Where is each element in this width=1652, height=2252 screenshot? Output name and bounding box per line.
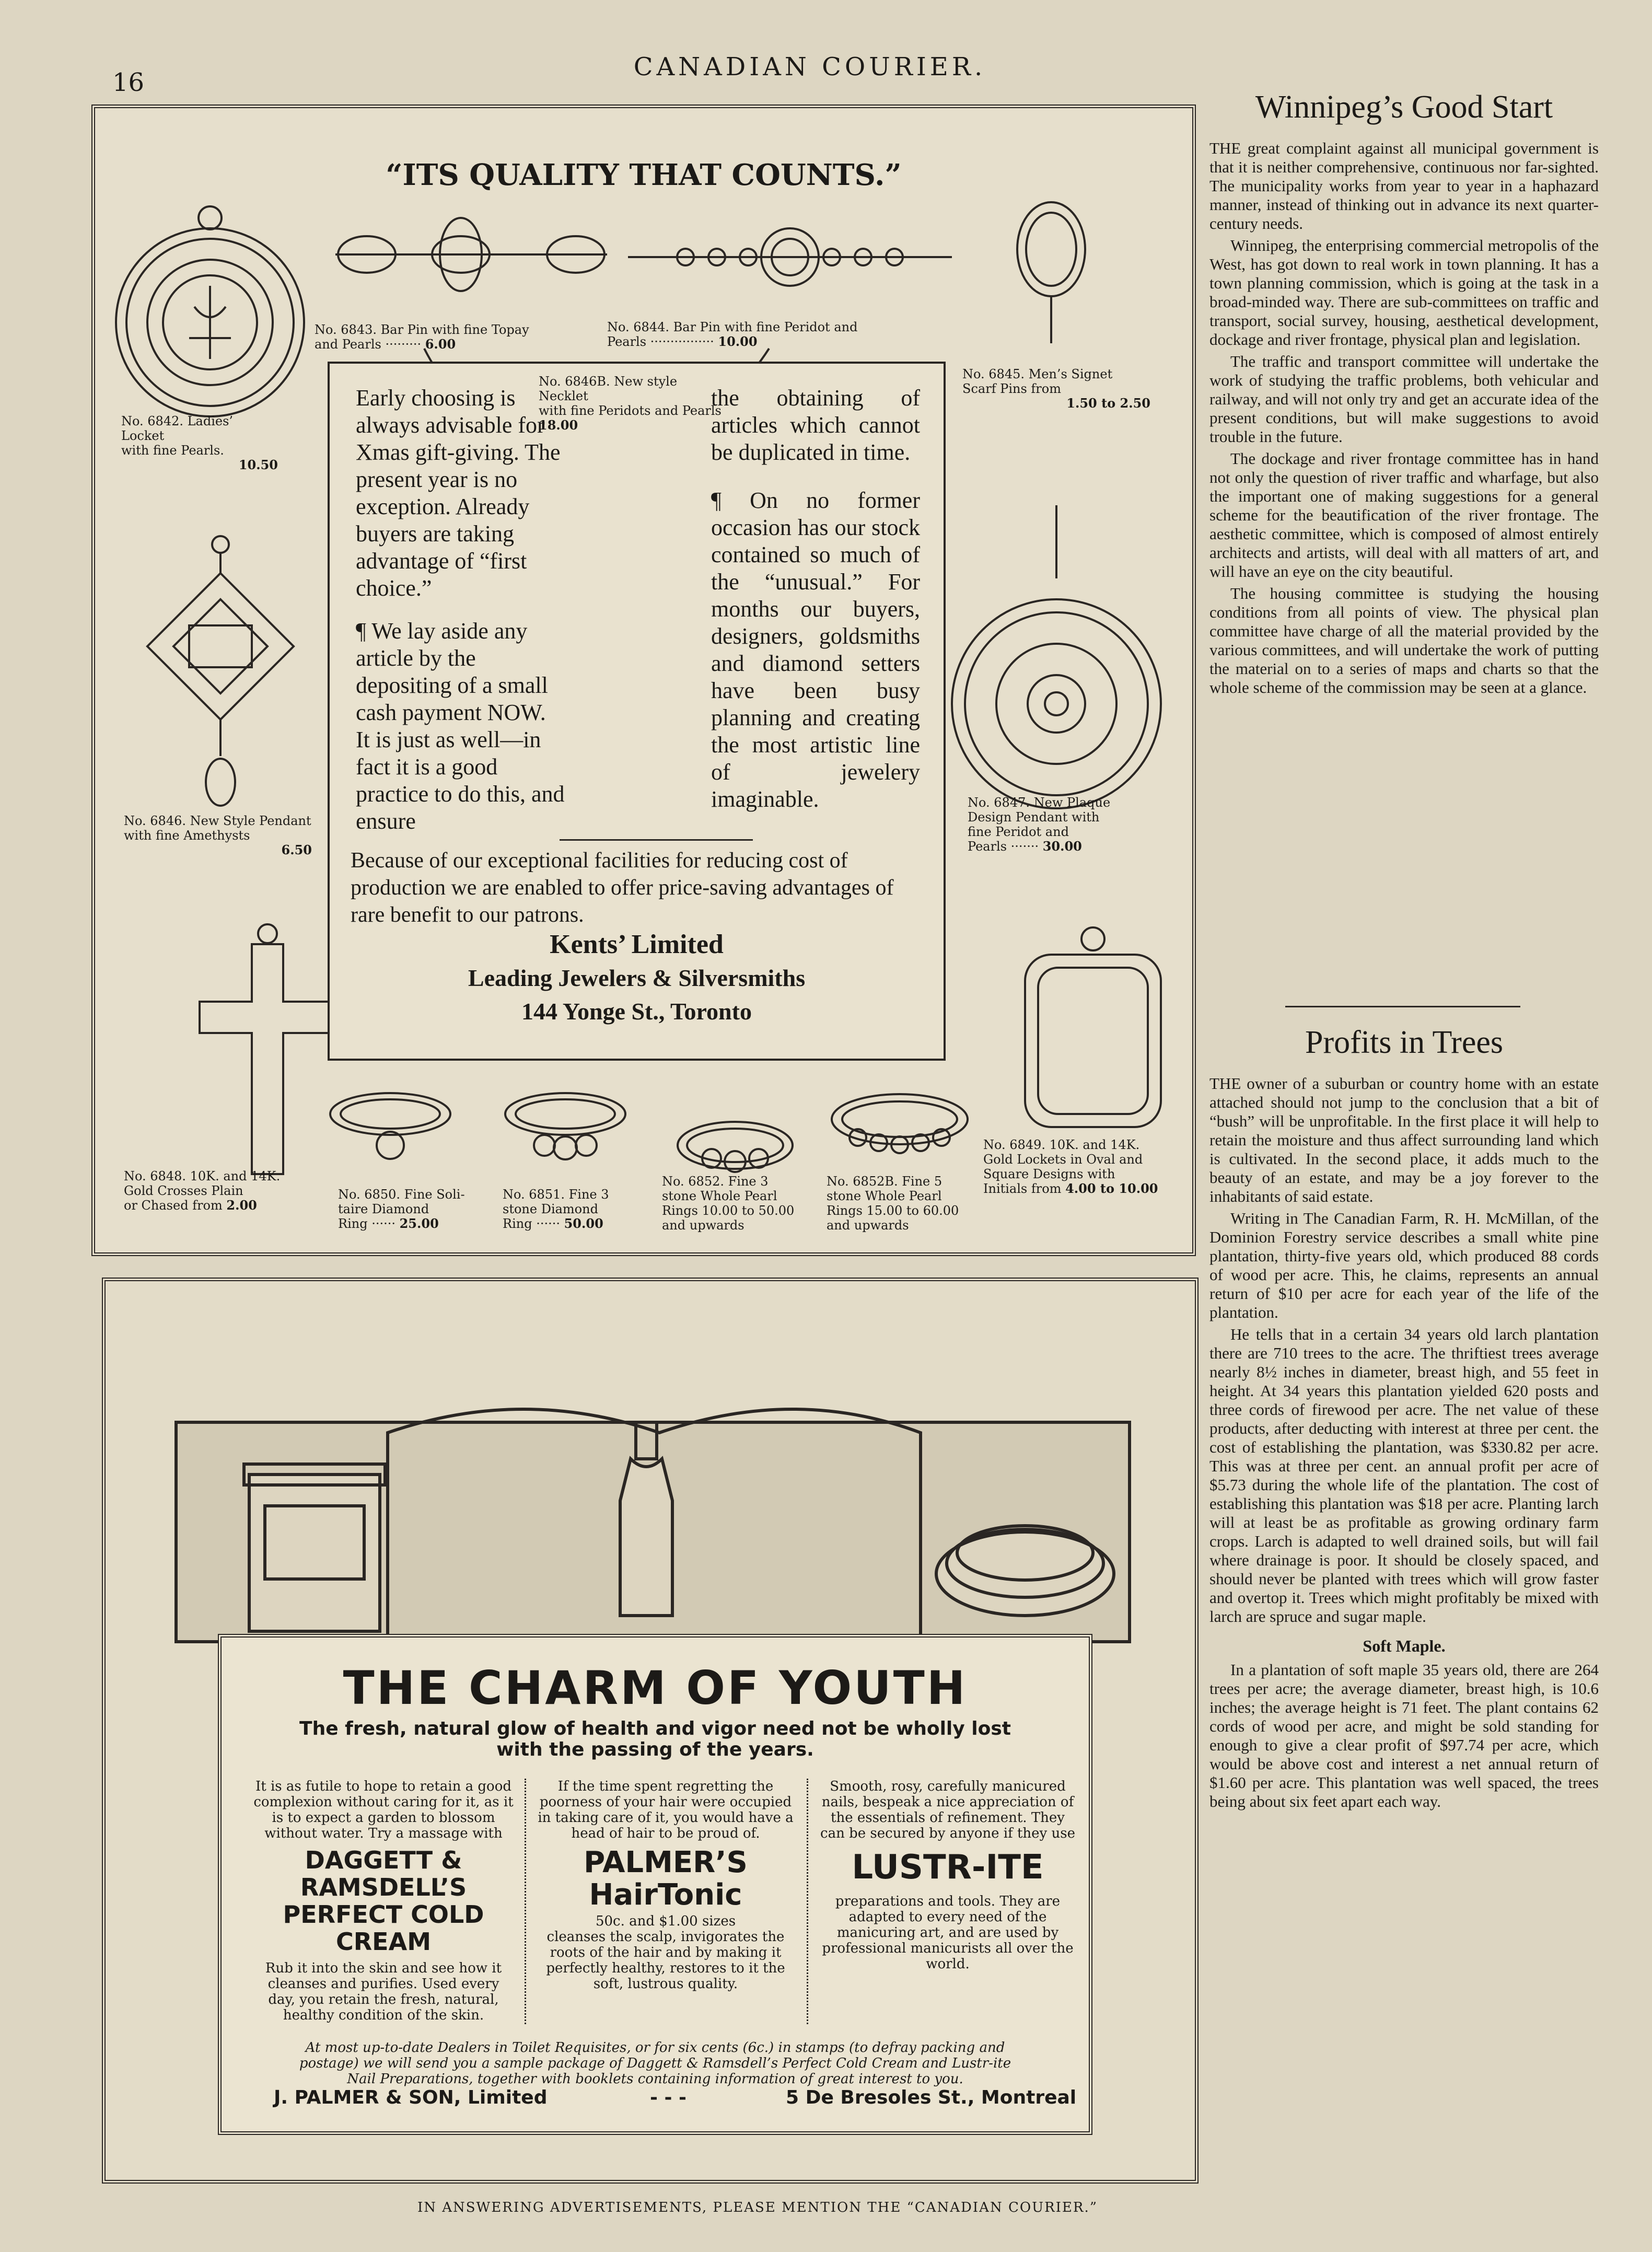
kents-copy-right: the obtaining of articles which cannot be duplicated in time. ¶ On no former occasion has our stock contained so much of the “unusual.” For months our buyers, designers, goldsmiths and diamond setters have been busy planning and creating the most artistic line of jewelery imaginable. <box>711 385 920 812</box>
kents-trade: Leading Jewelers & Silversmiths <box>468 965 806 991</box>
caption-6843: No. 6843. Bar Pin with fine Topay and Pearls ········· 6.00 <box>315 322 529 352</box>
caption-6847: No. 6847. New Plaque Design Pendant with fine Peridot and Pearls ······· 30.00 <box>968 795 1111 854</box>
caption-6851: No. 6851. Fine 3 stone Diamond Ring ······ 50.00 <box>503 1187 609 1231</box>
charm-title: THE CHARM OF YOUTH <box>343 1661 968 1715</box>
charm-subtitle: The fresh, natural glow of health and vigor need not be wholly lost with the passing of the years. <box>299 1718 1011 1760</box>
plaque-pendant-6847-illustration <box>952 505 1161 808</box>
charm-company: J. PALMER & SON, Limited <box>274 2087 548 2108</box>
caption-6846: No. 6846. New Style Pendant with fine Amethysts 6.50 <box>124 814 312 857</box>
brand-daggett-ramsdell: DAGGETT & RAMSDELL’S PERFECT COLD CREAM <box>283 1846 484 1956</box>
kents-headline: “ITS QUALITY THAT COUNTS.” <box>386 158 902 192</box>
ring-6852b-illustration <box>832 1094 968 1153</box>
locket-6842-illustration <box>116 206 304 416</box>
cold-cream-jar-illustration <box>244 1464 385 1631</box>
ring-6850-illustration <box>330 1093 450 1159</box>
charm-text-panel <box>218 1634 1092 2135</box>
brand-palmers: PALMER’S HairTonic <box>584 1845 748 1912</box>
ring-6852-illustration <box>678 1122 793 1172</box>
charm-column-lustrite: Smooth, rosy, carefully manicured nails, bespeak a nice appreciation of the essentials of refinement. They can be secured by anyone if they use LUSTR-ITE preparations and tools. They are adapted to every need of the manicuring art, and are used by professional manicurists all over the world. <box>817 1779 1078 1972</box>
brand-lustrite: LUSTR-ITE <box>852 1848 1044 1887</box>
kents-address: 144 Yonge St., Toronto <box>521 998 752 1025</box>
caption-6850: No. 6850. Fine Soli- taire Diamond Ring ······ 25.00 <box>338 1187 465 1231</box>
page-number: 16 <box>112 68 145 97</box>
charm-column-cold-cream: It is as futile to hope to retain a good complexion without caring for it, as it is to expect a garden to blossom without water. Try a massage with DAGGETT & RAMSDELL’S PERFECT COLD CREAM Rub it into the skin and see how it cleanses and purifies. Used every day, you retain the fresh, natural, healthy condition of the skin. <box>253 1779 514 2023</box>
ring-6851-illustration <box>505 1093 625 1159</box>
charm-dashes: - - - <box>650 2087 687 2108</box>
cross-6848-illustration <box>200 924 335 1174</box>
caption-6849: No. 6849. 10K. and 14K. Gold Lockets in Oval and Square Designs with Initials from 4.00 to 10.00 <box>983 1137 1158 1196</box>
rule <box>560 839 753 841</box>
bar-pin-6843-illustration <box>335 218 607 291</box>
article-separator <box>1285 1006 1520 1007</box>
subhead-soft-maple: Soft Maple. <box>1363 1636 1446 1655</box>
pendant-6846-illustration <box>147 536 294 806</box>
kents-signature <box>330 928 944 1028</box>
running-head: CANADIAN COURIER. <box>633 52 986 82</box>
caption-6852b: No. 6852B. Fine 5 stone Whole Pearl Rings 15.00 to 60.00 and upwards <box>827 1174 959 1233</box>
charm-column-hair-tonic: If the time spent regretting the poorness of your hair were occupied in taking care of it, you would have a head of hair to be proud of. PALMER’S HairTonic 50c. and $1.00 sizes cleanses the scalp, invigorates the roots of the hair and by making it perfectly healthy, restores to it the soft, lustrous quality. <box>535 1779 796 1992</box>
column-divider <box>525 1779 526 2024</box>
kents-advertisement <box>91 105 1196 1256</box>
locket-6849-illustration <box>1025 927 1161 1127</box>
article-profits-in-trees <box>1209 1024 1599 1814</box>
charm-offer: At most up-to-date Dealers in Toilet Requisites, or for six cents (6c.) in stamps (to defray packing and postage) we will send you a sample package of Daggett & Ramsdell’s Perfect Cold Cream and Lustr-ite Nail Preparations, together with booklets containing information of great interest to you. <box>299 2040 1011 2087</box>
caption-6845: No. 6845. Men’s Signet Scarf Pins from 1.50 to 2.50 <box>962 367 1150 411</box>
kents-copy-bottom: Because of our exceptional facilities for reducing cost of production we are enabled to offer price-saving advantages of rare benefit to our patrons. <box>351 849 894 927</box>
kents-copy-box <box>328 362 946 1061</box>
article-title-winnipeg: Winnipeg’s Good Start <box>1255 89 1553 125</box>
page-footer: IN ANSWERING ADVERTISEMENTS, PLEASE MENTION THE “CANADIAN COURIER.” <box>417 2200 1098 2215</box>
column-divider <box>807 1779 808 2024</box>
charm-of-youth-advertisement <box>102 1278 1199 2184</box>
caption-6848: No. 6848. 10K. and 14K. Gold Crosses Plain or Chased from 2.00 <box>124 1169 281 1213</box>
scarf-pin-6845-illustration <box>1017 202 1085 343</box>
article-body-profits: THE owner of a suburban or country home with an estate attached should not jump to the conclusion that a bit of “bush” will be unprofitable. In the first place it will help to retain the moisture and thus affect surrounding land which is cultivated. In the second place, it adds much to the beauty of an estate, and may be a joy forever to the inhabitants of said estate. Writing in The Canadian Farm, R. H. McMillan, of the Dominion Forestry service describes a small white pine plantation, thirty-five years old, which produced 88 cords of wood per acre. This, he claims, represents an annual return of $10 per acre for each year of the life of the plantation. He tells that in a certain 34 years old larch plantation there are 710 trees to the acre. The thriftiest trees average nearly 8½ inches in diameter, breast high, and 55 feet in height. At 34 years this plantation yielded 620 posts and three cords of firewood per acre. The net value of these products, after deducting with interest at three per cent. the cost of establishing the plantation, was $330.82 per acre. This was at three per cent. an annual profit per acre of $5.73 during the whole life of the plantation. The cost of establishing this plantation was $18 per acre. Planting larch will at least be as profitable as growing ordinary farm crops. Larch is adapted to well drained soils, but will fail where drainage is poor. It should be closely spaced, and should never be planted with trees which will grow faster and overtop it. Trees which might profitably be mixed with larch are spruce and sugar maple. Soft Maple. In a plantation of soft maple 35 years old, there are 264 trees per acre; the average diameter, breast high, is 10.6 inches; the average height is 71 feet. The plant contains 62 cords of wood per acre, and might be sold standing for enough to give a clear profit of $97.74 per acre, which would be above cost and interest a net annual return of $1.60 per acre. This plantation was well spaced, the trees being about six feet apart each way. <box>1209 1074 1599 1810</box>
article-body-winnipeg: THE great complaint against all municipal government is that it is neither comprehensive, continuous nor far-sighted. The municipality works from year to year in a haphazard manner, instead of thinking out in advance its next quarter-century needs. Winnipeg, the enterprising commercial metropolis of the West, has got down to real work in town planning. It has a town planning commission, which is going at the task in a broad-minded way. There are sub-committees on traffic and transport, social survey, housing, aesthetical development, dockage and river frontage, physical plan and legislation. The traffic and transport committee will undertake the work of studying the traffic problems, both vehicular and railway, and will not only try and get an accurate idea of the present conditions, but will make suggestions to avoid trouble in the future. The dockage and river frontage committee has in hand not only the question of river traffic and wharfage, but also the important one of making suggestions for a general scheme for the beautification of the river frontage. The aesthetic committee, which is composed of almost entirely architects and artists, will deal with all matters of art, and will have an eye on the city beautiful. The housing committee is studying the housing conditions from all points of view. The physical plan committee have charge of all the material provided by the various committees, and will undertake the work of putting the material on to a series of maps and charts so that the whole scheme of the commission may be seen at a glance. <box>1209 139 1599 697</box>
kents-copy-left: Early choosing is always advisable for Xmas gift-giving. The present year is no exception. Already buyers are taking advantage of “first choice.” ¶ We lay aside any article by the depositing of a small cash payment NOW. It is just as well—in fact it is a good practice to do this, and ensure <box>356 385 565 834</box>
kents-name: Kents’ Limited <box>550 930 724 959</box>
caption-6852: No. 6852. Fine 3 stone Whole Pearl Rings 10.00 to 50.00 and upwards <box>662 1174 795 1233</box>
caption-6846b: No. 6846B. New style Necklet with fine Peridots and Pearls 18.00 <box>539 374 727 433</box>
caption-6842: No. 6842. Ladies’ Locket with fine Pearls. 10.50 <box>121 414 278 472</box>
article-title-profits: Profits in Trees <box>1305 1025 1503 1060</box>
article-winnipeg <box>1209 89 1599 700</box>
bar-pin-6844-illustration <box>628 228 952 286</box>
caption-6844: No. 6844. Bar Pin with fine Peridot and Pearls ················ 10.00 <box>607 320 858 349</box>
charm-address: 5 De Bresoles St., Montreal <box>786 2087 1077 2108</box>
product-illustrations <box>106 1281 1195 1647</box>
